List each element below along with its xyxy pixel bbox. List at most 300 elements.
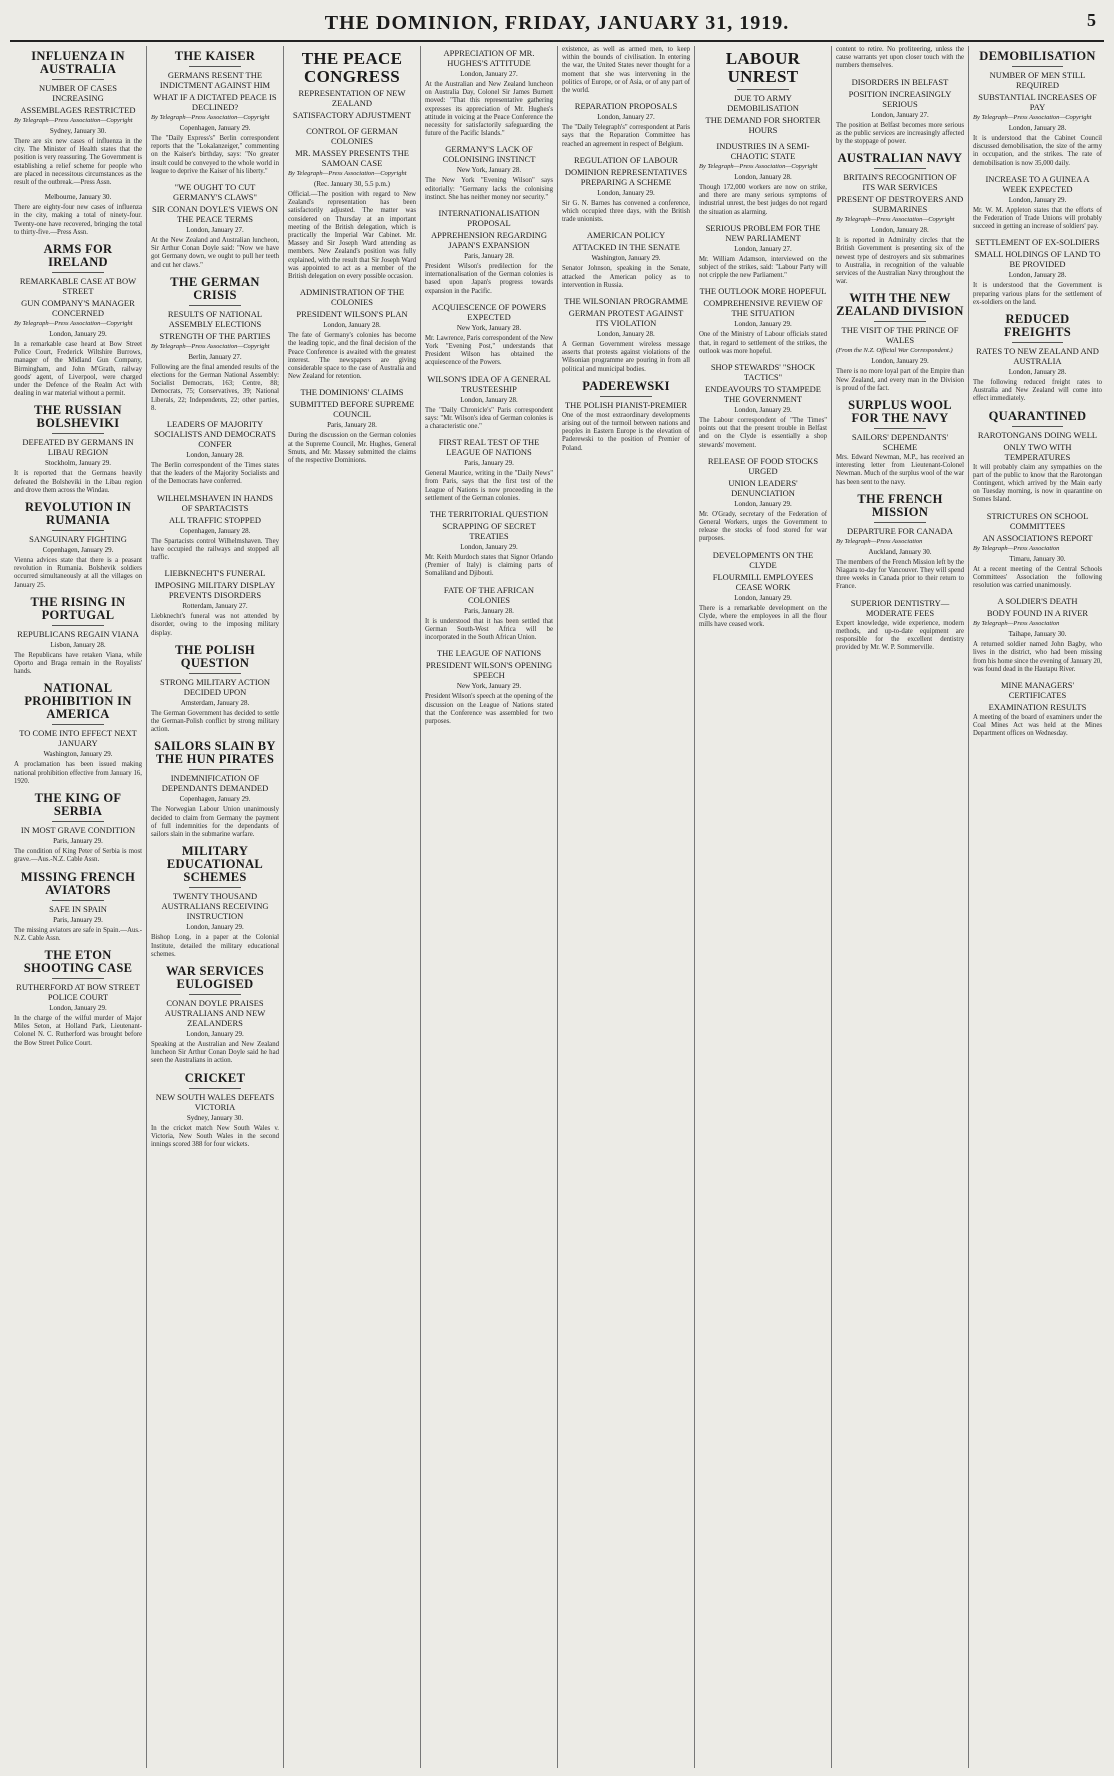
subheadline: LIEBKNECHT'S FUNERAL <box>164 568 266 579</box>
dateline: London, January 28. <box>460 395 518 404</box>
dateline: Melbourne, January 30. <box>44 193 112 202</box>
subheadline: INDUSTRIES IN A SEMI-CHAOTIC STATE <box>716 141 810 161</box>
article-body: Bishop Long, in a paper at the Colonial Institute, detailed the military educational schemes. <box>151 934 279 958</box>
subheadline: RATES TO NEW ZEALAND AND AUSTRALIA <box>976 346 1099 367</box>
article-body: Vienna advices state that there is a peasant revolution in Rumania. Bolshevik soldiers occurred simultaneously at all the villages on January 25. <box>14 557 142 589</box>
dateline: London, January 28. <box>734 173 792 181</box>
article-body: In a remarkable case heard at Bow Street Police Court, Frederick Wiltshire Burrows, manager of the Midland Gun Company, Birmingham, and John M'Grath, railway goods' agent, of Liverpool, were charged under the Defence of the Realm Act with dealing in war material without a permit. <box>14 341 142 398</box>
headline-rule <box>874 428 925 429</box>
subheadline-secondary: WHAT IF A DICTATED PEACE IS DECLINED? <box>153 92 277 112</box>
headline: REVOLUTION IN RUMANIA <box>24 500 132 528</box>
article <box>562 46 690 95</box>
article <box>14 949 142 1048</box>
dateline: Copenhagen, January 29. <box>42 546 114 555</box>
subheadline-secondary: SMALL HOLDINGS OF LAND TO BE PROVIDED <box>974 249 1101 270</box>
headline: THE RUSSIAN BOLSHEVIKI <box>34 403 122 431</box>
subheadline: "WE OUGHT TO CUT GERMANY'S CLAWS" <box>173 182 257 203</box>
wire-credit: By Telegraph—Press Association <box>973 544 1060 552</box>
subheadline: GERMANY'S LACK OF COLONISING INSTINCT <box>442 144 536 165</box>
dateline: London, January 27. <box>734 244 792 253</box>
article-body: Mrs. Edward Newman, M.P., has received an interesting letter from Lieutenant-Colonel Newman. Much of the surplus wool of the war has been sent to the navy. <box>836 454 964 486</box>
article-body: The missing aviators are safe in Spain.—Aus.-N.Z. Cable Assn. <box>14 926 142 942</box>
masthead <box>10 6 1104 42</box>
column-3 <box>284 46 421 1768</box>
article-body: The Berlin correspondent of the Times states that the leaders of the Majority Socialists and of the Democrats have conferred. <box>151 462 279 486</box>
article-body: content to retire. No profiteering, unless the cause warrants yet upon closer touch with the numbers themselves. <box>836 46 964 70</box>
subheadline: RESULTS OF NATIONAL ASSEMBLY ELECTIONS <box>167 308 263 329</box>
article-body: At the New Zealand and Australian luncheon, Sir Arthur Conan Doyle said: "Now we have got Germany down, we ought to pull her teeth and cut her claws." <box>151 237 279 269</box>
article-body: The Spartacists control Wilhelmshaven. They have occupied the railways and stopped all traffic. <box>151 537 279 562</box>
dateline: Paris, January 28. <box>464 252 514 261</box>
subheadline: REMARKABLE CASE AT BOW STREET <box>19 276 137 297</box>
subheadline: BRITAIN'S RECOGNITION OF ITS WAR SERVICES <box>843 172 957 193</box>
dateline: London, January 27. <box>871 110 929 119</box>
subheadline-secondary: THE DEMAND FOR SHORTER HOURS <box>705 115 821 135</box>
subheadline-secondary: BODY FOUND IN A RIVER <box>986 608 1089 619</box>
subheadline: DEFEATED BY GERMANS IN LIBAU REGION <box>22 437 134 458</box>
subheadline: SANGUINARY FIGHTING <box>29 534 127 545</box>
article-body: The position at Belfast becomes more serious as the public services are increasingly affected by the stoppage of power. <box>836 121 964 146</box>
subheadline-secondary: SATISFACTORY ADJUSTMENT <box>292 110 412 120</box>
subheadline: CONTROL OF GERMAN COLONIES <box>306 126 398 146</box>
subheadline: DEVELOPMENTS ON THE CLYDE <box>712 549 814 570</box>
article <box>699 141 827 217</box>
article-body: Mr. W. M. Appleton states that the efforts of the Federation of Trade Unions will probably succeed in getting an increase of soldiers' pay. <box>973 206 1102 231</box>
subheadline-secondary: SUBSTANTIAL INCREASES OF PAY <box>978 92 1097 112</box>
headline-rule <box>52 978 103 979</box>
headline: DEMOBILISATION <box>979 49 1096 63</box>
article <box>151 644 279 735</box>
article <box>973 511 1102 591</box>
subheadline-secondary: EXAMINATION RESULTS <box>988 702 1087 713</box>
subheadline: CONAN DOYLE PRAISES AUSTRALIANS AND NEW ZEALANDERS <box>164 997 266 1028</box>
article <box>973 410 1102 505</box>
article <box>151 50 279 176</box>
article <box>973 596 1102 674</box>
headline-rule <box>1012 426 1064 427</box>
article <box>836 598 964 653</box>
wire-credit: By Telegraph—Press Association <box>836 537 923 545</box>
dateline: Paris, January 28. <box>464 606 514 615</box>
dateline: London, January 29. <box>1008 195 1067 204</box>
headline-rule <box>737 89 788 90</box>
article <box>973 237 1102 307</box>
subheadline: TWENTY THOUSAND AUSTRALIANS RECEIVING INSTRUCTION <box>161 891 269 922</box>
dateline: London, January 29. <box>734 406 792 415</box>
article <box>699 362 827 450</box>
dateline: London, January 28. <box>1008 368 1067 377</box>
subheadline: SETTLEMENT OF EX-SOLDIERS <box>975 237 1100 248</box>
subheadline: NEW SOUTH WALES DEFEATS VICTORIA <box>155 1091 275 1112</box>
headline: WAR SERVICES EULOGISED <box>166 963 264 991</box>
article <box>973 50 1102 168</box>
article <box>973 174 1102 232</box>
article-body: There are six new cases of influenza in the city. The Minister of Health states that the position is very reassuring. The Government is establishing a relief scheme for people who are placed in necessitous circumstances as the result of the outbreak.—Press Assn. <box>14 138 142 187</box>
subheadline: MINE MANAGERS' CERTIFICATES <box>1000 680 1075 701</box>
columns-container <box>10 46 1106 1768</box>
subheadline: DISORDERS IN BELFAST <box>851 76 949 87</box>
dateline: Amsterdam, January 28. <box>180 698 250 707</box>
column-6 <box>695 46 832 1768</box>
headline: REDUCED FREIGHTS <box>1004 312 1071 340</box>
dateline: London, January 29. <box>186 923 244 932</box>
wire-credit: By Telegraph—Press Association—Copyright <box>288 170 407 177</box>
dateline: London, January 29. <box>49 1003 107 1012</box>
wire-credit: By Telegraph—Press Association <box>973 620 1060 628</box>
wire-credit: By Telegraph—Press Association—Copyright <box>151 342 270 350</box>
article <box>836 77 964 147</box>
subheadline: TO COME INTO EFFECT NEXT JANUARY <box>19 728 137 749</box>
article-body: Expert knowledge, wide experience, modern methods, and up-to-date equipment are responsible for the excellent dentistry provided by Mr. W. P. Sommerville. <box>836 619 964 652</box>
wire-credit: (From the N.Z. Official War Correspondent.) <box>836 347 953 355</box>
article-body: It will probably claim any sympathies on the part of the public to know that the Rarotongan Contingent, which arrived by the Main early on Tuesday morning, is now in quarantine on Somes Island. <box>973 463 1102 504</box>
wire-credit: By Telegraph—Press Association—Copyright <box>836 216 955 224</box>
dateline: New York, January 29. <box>456 682 522 691</box>
article <box>14 792 142 864</box>
article <box>151 965 279 1066</box>
article-body: The Republicans have retaken Viana, while Oporto and Braga remain in the Royalists' hands. <box>14 651 142 676</box>
subheadline-secondary: GUN COMPANY'S MANAGER CONCERNED <box>21 298 135 319</box>
column-1 <box>10 46 147 1768</box>
subheadline: FATE OF THE AFRICAN COLONIES <box>443 584 535 605</box>
column-8 <box>969 46 1106 1768</box>
subheadline: WILHELMSHAVEN IN HANDS OF SPARTACISTS <box>156 492 273 513</box>
wire-credit: By Telegraph—Press Association—Copyright <box>14 320 133 328</box>
subheadline-secondary: COMPREHENSIVE REVIEW OF THE SITUATION <box>703 298 823 319</box>
article <box>425 437 553 503</box>
article-body: President Wilson's predilection for the internationalisation of the German colonies is based upon Japan's progress towards expansion in the Pacific. <box>425 263 553 295</box>
headline: INFLUENZA IN AUSTRALIA <box>31 49 125 76</box>
article <box>14 596 142 677</box>
subheadline: SAILORS' DEPENDANTS' SCHEME <box>851 432 949 453</box>
article <box>836 152 964 286</box>
dateline: Timaru, January 30. <box>1009 554 1066 563</box>
dateline: Washington, January 29. <box>591 254 661 263</box>
subheadline: AMERICAN POLICY <box>586 230 666 241</box>
subheadline-secondary: STRENGTH OF THE PARTIES <box>159 330 271 341</box>
wire-credit: By Telegraph—Press Association—Copyright <box>151 114 270 121</box>
article-body: Sir G. N. Barnes has convened a conference, which occupied three days, with the British trade unionists. <box>562 199 690 224</box>
headline: PADEREWSKI <box>582 378 670 393</box>
article-body: A meeting of the board of examiners under the Coal Mines Act was held at the Mines Department offices on Wednesday. <box>973 714 1102 738</box>
subheadline: STRONG MILITARY ACTION DECIDED UPON <box>160 676 270 697</box>
subheadline: FIRST REAL TEST OF THE LEAGUE OF NATIONS <box>438 437 540 458</box>
article-body: A proclamation has been issued making national prohibition effective from January 16, 1920. <box>14 761 142 785</box>
headline: MISSING FRENCH AVIATORS <box>20 869 136 897</box>
dateline: London, January 28. <box>186 451 244 460</box>
subheadline-secondary: POSITION INCREASINGLY SERIOUS <box>848 88 952 109</box>
article <box>425 302 553 368</box>
headline: MILITARY EDUCATIONAL SCHEMES <box>166 844 264 885</box>
headline-rule <box>600 396 651 397</box>
headline: LABOUR UNREST <box>725 49 801 86</box>
subheadline: SHOP STEWARDS' "SHOCK TACTICS" <box>710 362 816 383</box>
subheadline: ADMINISTRATION OF THE COLONIES <box>299 287 405 308</box>
article <box>14 193 142 237</box>
dateline: New York, January 28. <box>456 166 522 175</box>
subheadline: ACQUIESCENCE OF POWERS EXPECTED <box>431 301 547 322</box>
dateline: London, January 29. <box>734 320 792 329</box>
dateline: Lisbon, January 28. <box>50 640 106 649</box>
headline: NATIONAL PROHIBITION IN AMERICA <box>24 681 132 722</box>
subheadline: INDEMNIFICATION OF DEPENDANTS DEMANDED <box>161 773 269 794</box>
headline-rule <box>874 321 925 322</box>
article-body: Mr. William Adamson, interviewed on the subject of the strikes, said: "Labour Party will not cripple the new Parliament." <box>699 255 827 280</box>
article-body: The following reduced freight rates to Australia and New Zealand will come into effect immediately. <box>973 379 1102 403</box>
subheadline-secondary: ONLY TWO WITH TEMPERATURES <box>1003 441 1072 462</box>
subheadline-secondary: APPREHENSION REGARDING JAPAN'S EXPANSION <box>431 230 547 251</box>
article <box>14 501 142 590</box>
dateline: London, January 29. <box>871 357 929 366</box>
subheadline: THE POLISH PIANIST-PREMIER <box>564 399 687 410</box>
dateline: London, January 29. <box>597 188 655 197</box>
article-body: Speaking at the Australian and New Zealand luncheon Sir Arthur Conan Doyle said he had seen the Australians in action. <box>151 1040 279 1065</box>
headline-rule <box>189 1088 240 1089</box>
dateline: London, January 28. <box>597 330 655 339</box>
dateline: New York, January 28. <box>456 323 522 332</box>
article <box>562 155 690 225</box>
subheadline: REPRESENTATION OF NEW ZEALAND <box>298 88 406 108</box>
column-5 <box>558 46 695 1768</box>
subheadline-secondary: DOMINION REPRESENTATIVES PREPARING A SCHEME <box>564 166 688 187</box>
headline: CRICKET <box>184 1070 246 1085</box>
dateline: London, January 28. <box>1008 124 1067 132</box>
article-body: Mr. Keith Murdoch states that Signor Orlando (Premier of Italy) is claiming parts of Somaliland and Djibouti. <box>425 554 553 578</box>
headline: QUARANTINED <box>988 408 1087 423</box>
article <box>151 276 279 413</box>
article-body: In the cricket match New South Wales v. Victoria, New South Wales in the second innings scored 388 for four wickets. <box>151 1124 279 1148</box>
dateline: Sydney, January 30. <box>186 1113 244 1122</box>
subheadline: A SOLDIER'S DEATH <box>997 596 1078 607</box>
article <box>973 680 1102 739</box>
subheadline: STRICTURES ON SCHOOL COMMITTEES <box>986 510 1089 531</box>
headline-rule <box>874 522 925 523</box>
article <box>562 230 690 290</box>
article <box>425 48 553 138</box>
article <box>151 1072 279 1150</box>
article <box>288 387 416 465</box>
article-body: Mr. O'Grady, secretary of the Federation of General Workers, urges the Government to release the stocks of food stored for war purposes. <box>699 510 827 543</box>
subheadline-secondary: SCRAPPING OF SECRET TREATIES <box>442 521 536 542</box>
article <box>699 50 827 135</box>
headline: THE KING OF SERBIA <box>34 791 122 819</box>
subheadline-secondary: UNION LEADERS' DENUNCIATION <box>728 477 798 498</box>
subheadline: SAFE IN SPAIN <box>49 903 107 914</box>
article <box>562 380 690 453</box>
headline: THE GERMAN CRISIS <box>170 274 260 302</box>
article <box>14 243 142 398</box>
article <box>14 50 142 187</box>
headline-rule <box>52 530 103 531</box>
subheadline: THE WILSONIAN PROGRAMME <box>564 296 688 307</box>
article-body: The Norwegian Labour Union unanimously decided to claim from Germany the payment of full indemnities for the dependants of sailors slain in the submarine warfare. <box>151 806 279 839</box>
dateline: London, January 28. <box>323 321 381 330</box>
headline: THE KAISER <box>174 49 256 63</box>
subheadline: REPARATION PROPOSALS <box>574 101 678 112</box>
subheadline: RUTHERFORD AT BOW STREET POLICE COURT <box>16 981 140 1002</box>
article <box>14 404 142 495</box>
page-number: 5 <box>1087 10 1096 30</box>
article <box>288 287 416 381</box>
article-body: It is understood that the Cabinet Council discussed demobilisation, the size of the army in occupation, and the strikes. The rate of demobilisation is now 35,000 daily. <box>973 135 1102 167</box>
dateline: Auckland, January 30. <box>868 547 932 556</box>
subheadline: RAROTONGANS DOING WELL <box>977 429 1098 440</box>
subheadline: INTERNATIONALISATION PROPOSAL <box>438 208 540 229</box>
subheadline: SUPERIOR DENTISTRY—MODERATE FEES <box>850 597 950 618</box>
subheadline-secondary: PRESIDENT WILSON'S PLAN <box>296 309 408 320</box>
headline: THE POLISH QUESTION <box>175 642 255 670</box>
article <box>425 374 553 432</box>
article <box>562 296 690 374</box>
subheadline: THE LEAGUE OF NATIONS <box>436 648 542 659</box>
dateline: Sydney, January 30. <box>49 127 107 135</box>
article-body: Following are the final amended results of the elections for the German National Assembly: Socialist Democrats, 163; Centre, 88; Democrats, 75; Conservatives, 39; National Liberals, 22; Independents, 22; other parties, 8. <box>151 363 279 412</box>
article-body: In the charge of the wilful murder of Major Miles Seton, at Holland Park, Lieutenant-Colonel N. C. Rutherford was brought before the Bow Street Police Court. <box>14 1014 142 1047</box>
dateline: London, January 27. <box>597 113 655 122</box>
article-body: It is reported that the Germans heavily defeated the Bolsheviki in the Libau region and drove them across the Windau. <box>14 470 142 494</box>
article-body: There is a remarkable development on the Clyde, where the employees in all the flour mills have ceased work. <box>699 604 827 629</box>
article <box>151 493 279 563</box>
article-body: There are eighty-four new cases of influenza in the city, making a total of ninety-four. Twenty-one have recovered, bringing the total to thirty-five.—Press Assn. <box>14 204 142 236</box>
article-body: Though 172,000 workers are now on strike, and there are many serious symptoms of industrial unrest, the best judges do not regard the situation as alarming. <box>699 184 827 216</box>
article-body: The "Daily Telegraph's" correspondent at Paris says that the Reparation Committee has reached an agreement in respect of Belgium. <box>562 124 690 148</box>
subheadline: GERMANS RESENT THE INDICTMENT AGAINST HIM <box>159 70 271 90</box>
article-body: There is no more loyal part of the Empire than New Zealand, and every man in the Division is proud of the fact. <box>836 368 964 392</box>
headline-rule <box>189 887 240 888</box>
article <box>288 126 416 281</box>
subheadline-secondary: SUBMITTED BEFORE SUPREME COUNCIL <box>289 399 415 420</box>
column-4 <box>421 46 558 1768</box>
article <box>699 286 827 356</box>
article <box>836 493 964 592</box>
subheadline-secondary: ALL TRAFFIC STOPPED <box>169 514 261 525</box>
dateline: Paris, January 29. <box>53 837 103 846</box>
subheadline: THE OUTLOOK MORE HOPEFUL <box>699 286 827 297</box>
dateline: Copenhagen, January 28. <box>179 526 251 535</box>
article <box>562 101 690 149</box>
article-body: It is reported in Admiralty circles that the British Government is presenting six of the newest type of destroyers and six submarines to Australia, in recognition of the valuable services of the Australian Navy throughout the war. <box>836 237 964 286</box>
article <box>151 845 279 959</box>
headline-rule <box>52 821 103 822</box>
article <box>425 585 553 643</box>
article <box>425 144 553 202</box>
article <box>425 208 553 296</box>
headline-rule <box>52 433 103 434</box>
subheadline: IN MOST GRAVE CONDITION <box>20 825 136 836</box>
article-body: A returned soldier named John Bagby, who lives in the district, who had been missing from his home since the evening of January 20, was found dead in the Hautapu River. <box>973 641 1102 673</box>
article-body: Mr. Lawrence, Paris correspondent of the New York "Evening Post," understands that President Wilson has obtained the acquiescence of the Powers. <box>425 334 553 367</box>
headline-rule <box>189 769 240 770</box>
article-body: General Maurice, writing in the "Daily News" from Paris, says that the first test of the League of Nations is now proceeding in the settlement of the German colonies. <box>425 470 553 502</box>
dateline: London, January 28. <box>871 226 929 235</box>
article <box>836 399 964 487</box>
article <box>836 292 964 393</box>
headline-rule <box>52 900 103 901</box>
headline: SAILORS SLAIN BY THE HUN PIRATES <box>154 739 276 767</box>
dateline: Paris, January 29. <box>464 459 514 468</box>
subheadline: DUE TO ARMY DEMOBILISATION <box>727 93 799 113</box>
subheadline: REPUBLICANS REGAIN VIANA <box>17 628 139 639</box>
article-body: Liebknecht's funeral was not attended by disorder, owing to the imposing military display. <box>151 613 279 637</box>
subheadline-secondary: SIR CONAN DOYLE'S VIEWS ON THE PEACE TERMS <box>151 204 279 225</box>
headline-rule <box>52 625 103 626</box>
wire-credit: By Telegraph—Press Association—Copyright <box>973 114 1092 121</box>
article-body: It is understood that the Government is preparing various plans for the settlement of ex-soldiers on the land. <box>973 282 1102 306</box>
subheadline-secondary: GERMAN PROTEST AGAINST ITS VIOLATION <box>568 308 684 329</box>
article <box>699 550 827 630</box>
headline: SURPLUS WOOL FOR THE NAVY <box>848 398 952 426</box>
dateline: Berlin, January 27. <box>188 352 242 361</box>
article-body: The "Daily Express's" Berlin correspondent reports that the "Lokalanzeiger," commenting on the Kaiser's birthday, says: "No greater insult could be conveyed to the whole world in league to deprive the Kaiser of his liberty." <box>151 135 279 175</box>
headline: THE PEACE CONGRESS <box>301 49 403 86</box>
headline-rule <box>189 305 240 306</box>
article-body: Senator Johnson, speaking in the Senate, attacked the American policy as to intervention in Russia. <box>562 265 690 289</box>
subheadline-secondary: PRESENT OF DESTROYERS AND SUBMARINES <box>836 194 964 215</box>
article-body: The "Daily Chronicle's" Paris correspondent says: "Mr. Wilson's idea of German colonies is a characteristic one." <box>425 406 553 431</box>
article-body: The members of the French Mission left by the Niagara to-day for Vancouver. They will spend three weeks in Canada prior to their return to France. <box>836 558 964 591</box>
article-body: The New York "Evening Wilson" says editorially: "Germany lacks the colonising instinct. She has neither money nor security." <box>425 177 553 201</box>
article <box>151 568 279 638</box>
article <box>425 509 553 579</box>
subheadline-secondary: FLOURMILL EMPLOYEES CEASE WORK <box>712 571 814 592</box>
subheadline: RELEASE OF FOOD STOCKS URGED <box>707 455 819 476</box>
dateline: Stockholm, January 29. <box>44 459 112 468</box>
article-body: The fate of Germany's colonies has become the leading topic, and the final decision of the Peace Conference is awaited with the greatest interest. The newspapers are giving considerable space to the case of Australia and New Zealand for retention. <box>288 332 416 381</box>
dateline: Washington, January 29. <box>43 750 113 759</box>
article-body: President Wilson's speech at the opening of the discussion on the League of Nations stated that the Conference was assembled for two purposes. <box>425 693 553 725</box>
wire-credit: By Telegraph—Press Association—Copyright <box>14 117 133 124</box>
dateline: Paris, January 28. <box>327 421 377 430</box>
subheadline-secondary: MR. MASSEY PRESENTS THE SAMOAN CASE <box>295 148 409 168</box>
headline: THE FRENCH MISSION <box>857 491 943 519</box>
wire-credit: By Telegraph—Press Association—Copyright <box>699 163 818 170</box>
article <box>836 46 964 71</box>
article-body: It is understood that it has been settled that German South-West Africa will be incorporated in the South African Union. <box>425 617 553 642</box>
article-body: At a recent meeting of the Central Schools Committees' Association the following resolution was carried unanimously. <box>973 565 1102 590</box>
article <box>151 419 279 487</box>
dateline: (Rec. January 30, 5.5 p.m.) <box>313 180 390 188</box>
article <box>699 456 827 544</box>
dateline: London, January 27. <box>186 226 244 235</box>
masthead-title: THE DOMINION, FRIDAY, JANUARY 31, 1919. <box>324 11 790 34</box>
headline-rule <box>874 168 925 169</box>
headline-rule <box>52 79 103 80</box>
article-body: At the Australian and New Zealand luncheon on Australia Day, Colonel Sir James Burnett moved: "That this representative gathering expresses its appreciation of Mr. Hughes's attitude in voicing at the Peace Conference the necessity for satisfactorily safeguarding the future of the Pacific Islands." <box>425 81 553 138</box>
headline-rule <box>189 994 240 995</box>
headline-rule <box>52 272 103 273</box>
headline-rule <box>1012 66 1064 67</box>
subheadline: LEADERS OF MAJORITY SOCIALISTS AND DEMOCRATS CONFER <box>154 419 276 450</box>
article-body: The German Government has decided to settle the German-Polish conflict by strong military action. <box>151 709 279 734</box>
headline-rule <box>189 673 240 674</box>
subheadline: REGULATION OF LABOUR <box>574 154 678 165</box>
subheadline: THE VISIT OF THE PRINCE OF WALES <box>841 325 959 346</box>
article <box>14 871 142 943</box>
headline: AUSTRALIAN NAVY <box>837 151 963 166</box>
headline-rule <box>189 66 240 67</box>
dateline: Rotterdam, January 27. <box>182 602 248 611</box>
article <box>151 182 279 270</box>
dateline: Copenhagen, January 29. <box>179 124 251 132</box>
article-body: Official.—The position with regard to New Zealand's representation has been satisfactorily adjusted. The matter was considered on Thursday at an important meeting of the British delegation, which is practically the Imperial War Cabinet. Mr. Massey and Sir Joseph Ward attending as members. New Zealand's position was fully explained, with the result that Sir Joseph Ward was appointed to act as a member of the British delegation on every possible occasion. <box>288 191 416 281</box>
article-body: One of the Ministry of Labour officials stated that, in regard to settlement of the strikes, the outlook was more hopeful. <box>699 331 827 355</box>
dateline: Copenhagen, January 29. <box>179 795 251 804</box>
article-body: existence, as well as armed men, to keep within the bounds of civilisation. In entering the war, the United States never thought for a moment that she was intervening in the politics of Europe, or of Asia, or of any part of the world. <box>562 46 690 95</box>
subheadline-secondary: ENDEAVOURS TO STAMPEDE THE GOVERNMENT <box>705 384 821 405</box>
headline: THE ETON SHOOTING CASE <box>23 947 133 975</box>
column-2 <box>147 46 284 1768</box>
article <box>425 648 553 726</box>
